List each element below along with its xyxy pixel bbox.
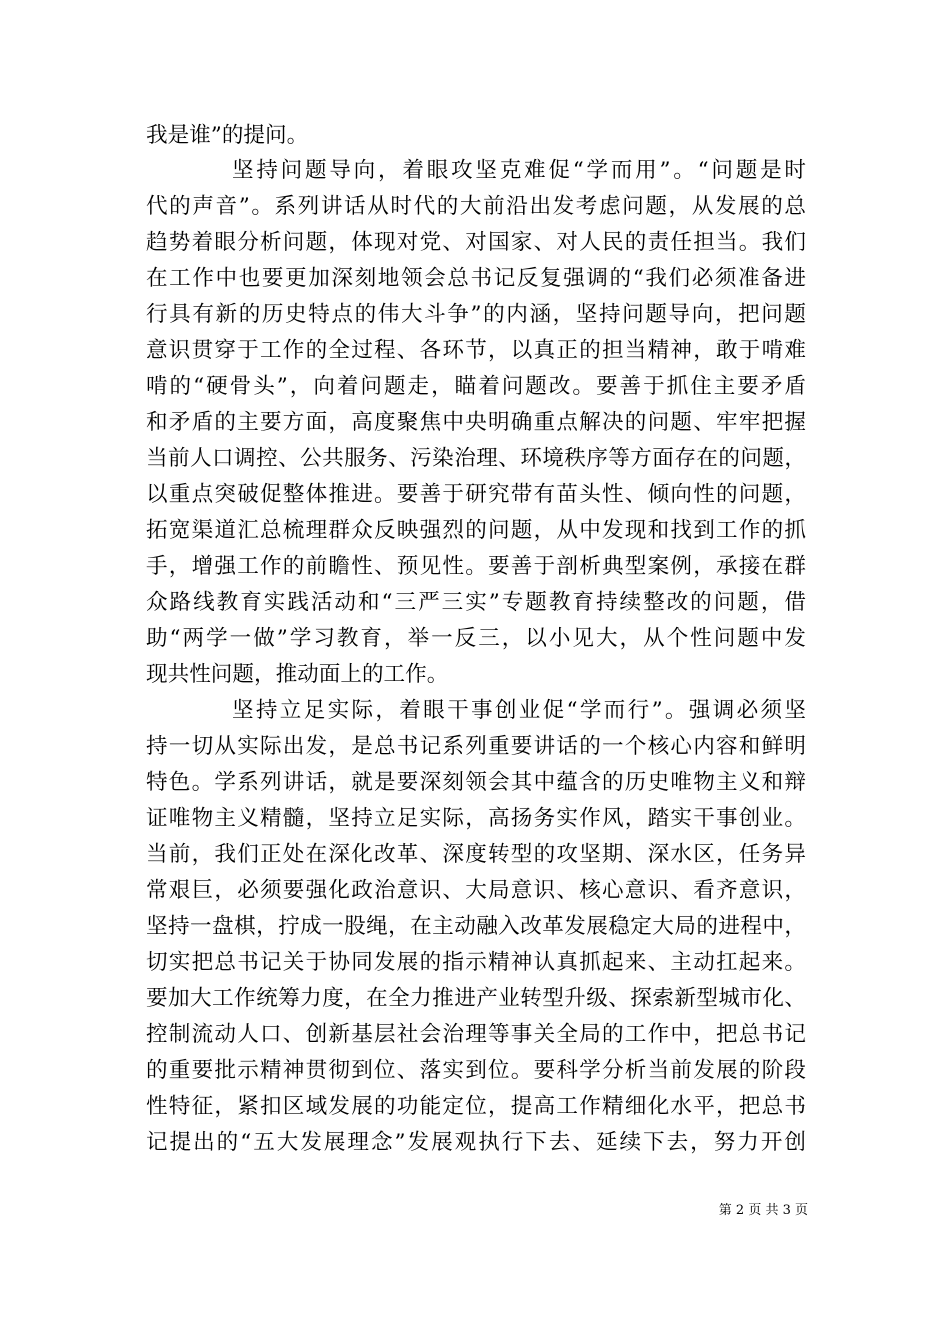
text-line-11: 以重点突破促整体推进。要善于研究带有苗头性、倾向性的问题， xyxy=(146,482,806,507)
text-line-7: 意识贯穿于工作的全过程、各环节，以真正的担当精神，敢于啃难 xyxy=(146,338,806,363)
text-line-22: 常艰巨，必须要强化政治意识、大局意识、核心意识、看齐意识， xyxy=(146,878,806,903)
text-line-18: 持一切从实际出发，是总书记系列重要讲话的一个核心内容和鲜明 xyxy=(146,734,806,759)
text-line-21: 当前，我们正处在深化改革、深度转型的攻坚期、深水区，任务异 xyxy=(146,842,806,867)
text-line-25: 要加大工作统筹力度，在全力推进产业转型升级、探索新型城市化、 xyxy=(146,986,806,1011)
text-line-23: 坚持一盘棋，拧成一股绳，在主动融入改革发展稳定大局的进程中， xyxy=(146,914,806,939)
text-line-27: 的重要批示精神贯彻到位、落实到位。要科学分析当前发展的阶段 xyxy=(146,1058,806,1083)
text-line-1: 我是谁”的提问。 xyxy=(146,123,309,148)
text-line-19: 特色。学系列讲话，就是要深刻领会其中蕴含的历史唯物主义和辩 xyxy=(146,770,806,795)
paragraph-start-line: 坚持问题导向，着眼攻坚克难促“学而用”。“问题是时 xyxy=(232,158,806,183)
text-line-24: 切实把总书记关于协同发展的指示精神认真抓起来、主动扛起来。 xyxy=(146,950,806,975)
text-line-26: 控制流动人口、创新基层社会治理等事关全局的工作中，把总书记 xyxy=(146,1022,806,1047)
text-line-13: 手，增强工作的前瞻性、预见性。要善于剖析典型案例，承接在群 xyxy=(146,554,806,579)
text-line-16: 现共性问题，推动面上的工作。 xyxy=(146,662,449,687)
text-line-29: 记提出的“五大发展理念”发展观执行下去、延续下去，努力开创 xyxy=(146,1130,806,1155)
text-line-12: 拓宽渠道汇总梳理群众反映强烈的问题，从中发现和找到工作的抓 xyxy=(146,518,806,543)
text-line-5: 在工作中也要更加深刻地领会总书记反复强调的“我们必须准备进 xyxy=(146,266,806,291)
text-line-4: 趋势着眼分析问题，体现对党、对国家、对人民的责任担当。我们 xyxy=(146,230,806,255)
text-line-6: 行具有新的历史特点的伟大斗争”的内涵，坚持问题导向，把问题 xyxy=(146,302,806,327)
text-line-3: 代的声音”。系列讲话从时代的大前沿出发考虑问题，从发展的总 xyxy=(146,194,806,219)
text-line-20: 证唯物主义精髓，坚持立足实际，高扬务实作风，踏实干事创业。 xyxy=(146,806,806,831)
text-line-28: 性特征，紧扣区域发展的功能定位，提高工作精细化水平，把总书 xyxy=(146,1094,806,1119)
page-number-footer: 第 2 页 共 3 页 xyxy=(718,1203,808,1218)
paragraph-start-line: 坚持立足实际，着眼干事创业促“学而行”。强调必须坚 xyxy=(232,698,806,723)
text-line-9: 和矛盾的主要方面，高度聚焦中央明确重点解决的问题、牢牢把握 xyxy=(146,410,806,435)
text-line-14: 众路线教育实践活动和“三严三实”专题教育持续整改的问题，借 xyxy=(146,590,806,615)
text-line-8: 啃的“硬骨头”，向着问题走，瞄着问题改。要善于抓住主要矛盾 xyxy=(146,374,806,399)
text-line-10: 当前人口调控、公共服务、污染治理、环境秩序等方面存在的问题， xyxy=(146,446,806,471)
text-line-15: 助“两学一做”学习教育，举一反三，以小见大，从个性问题中发 xyxy=(146,626,806,651)
